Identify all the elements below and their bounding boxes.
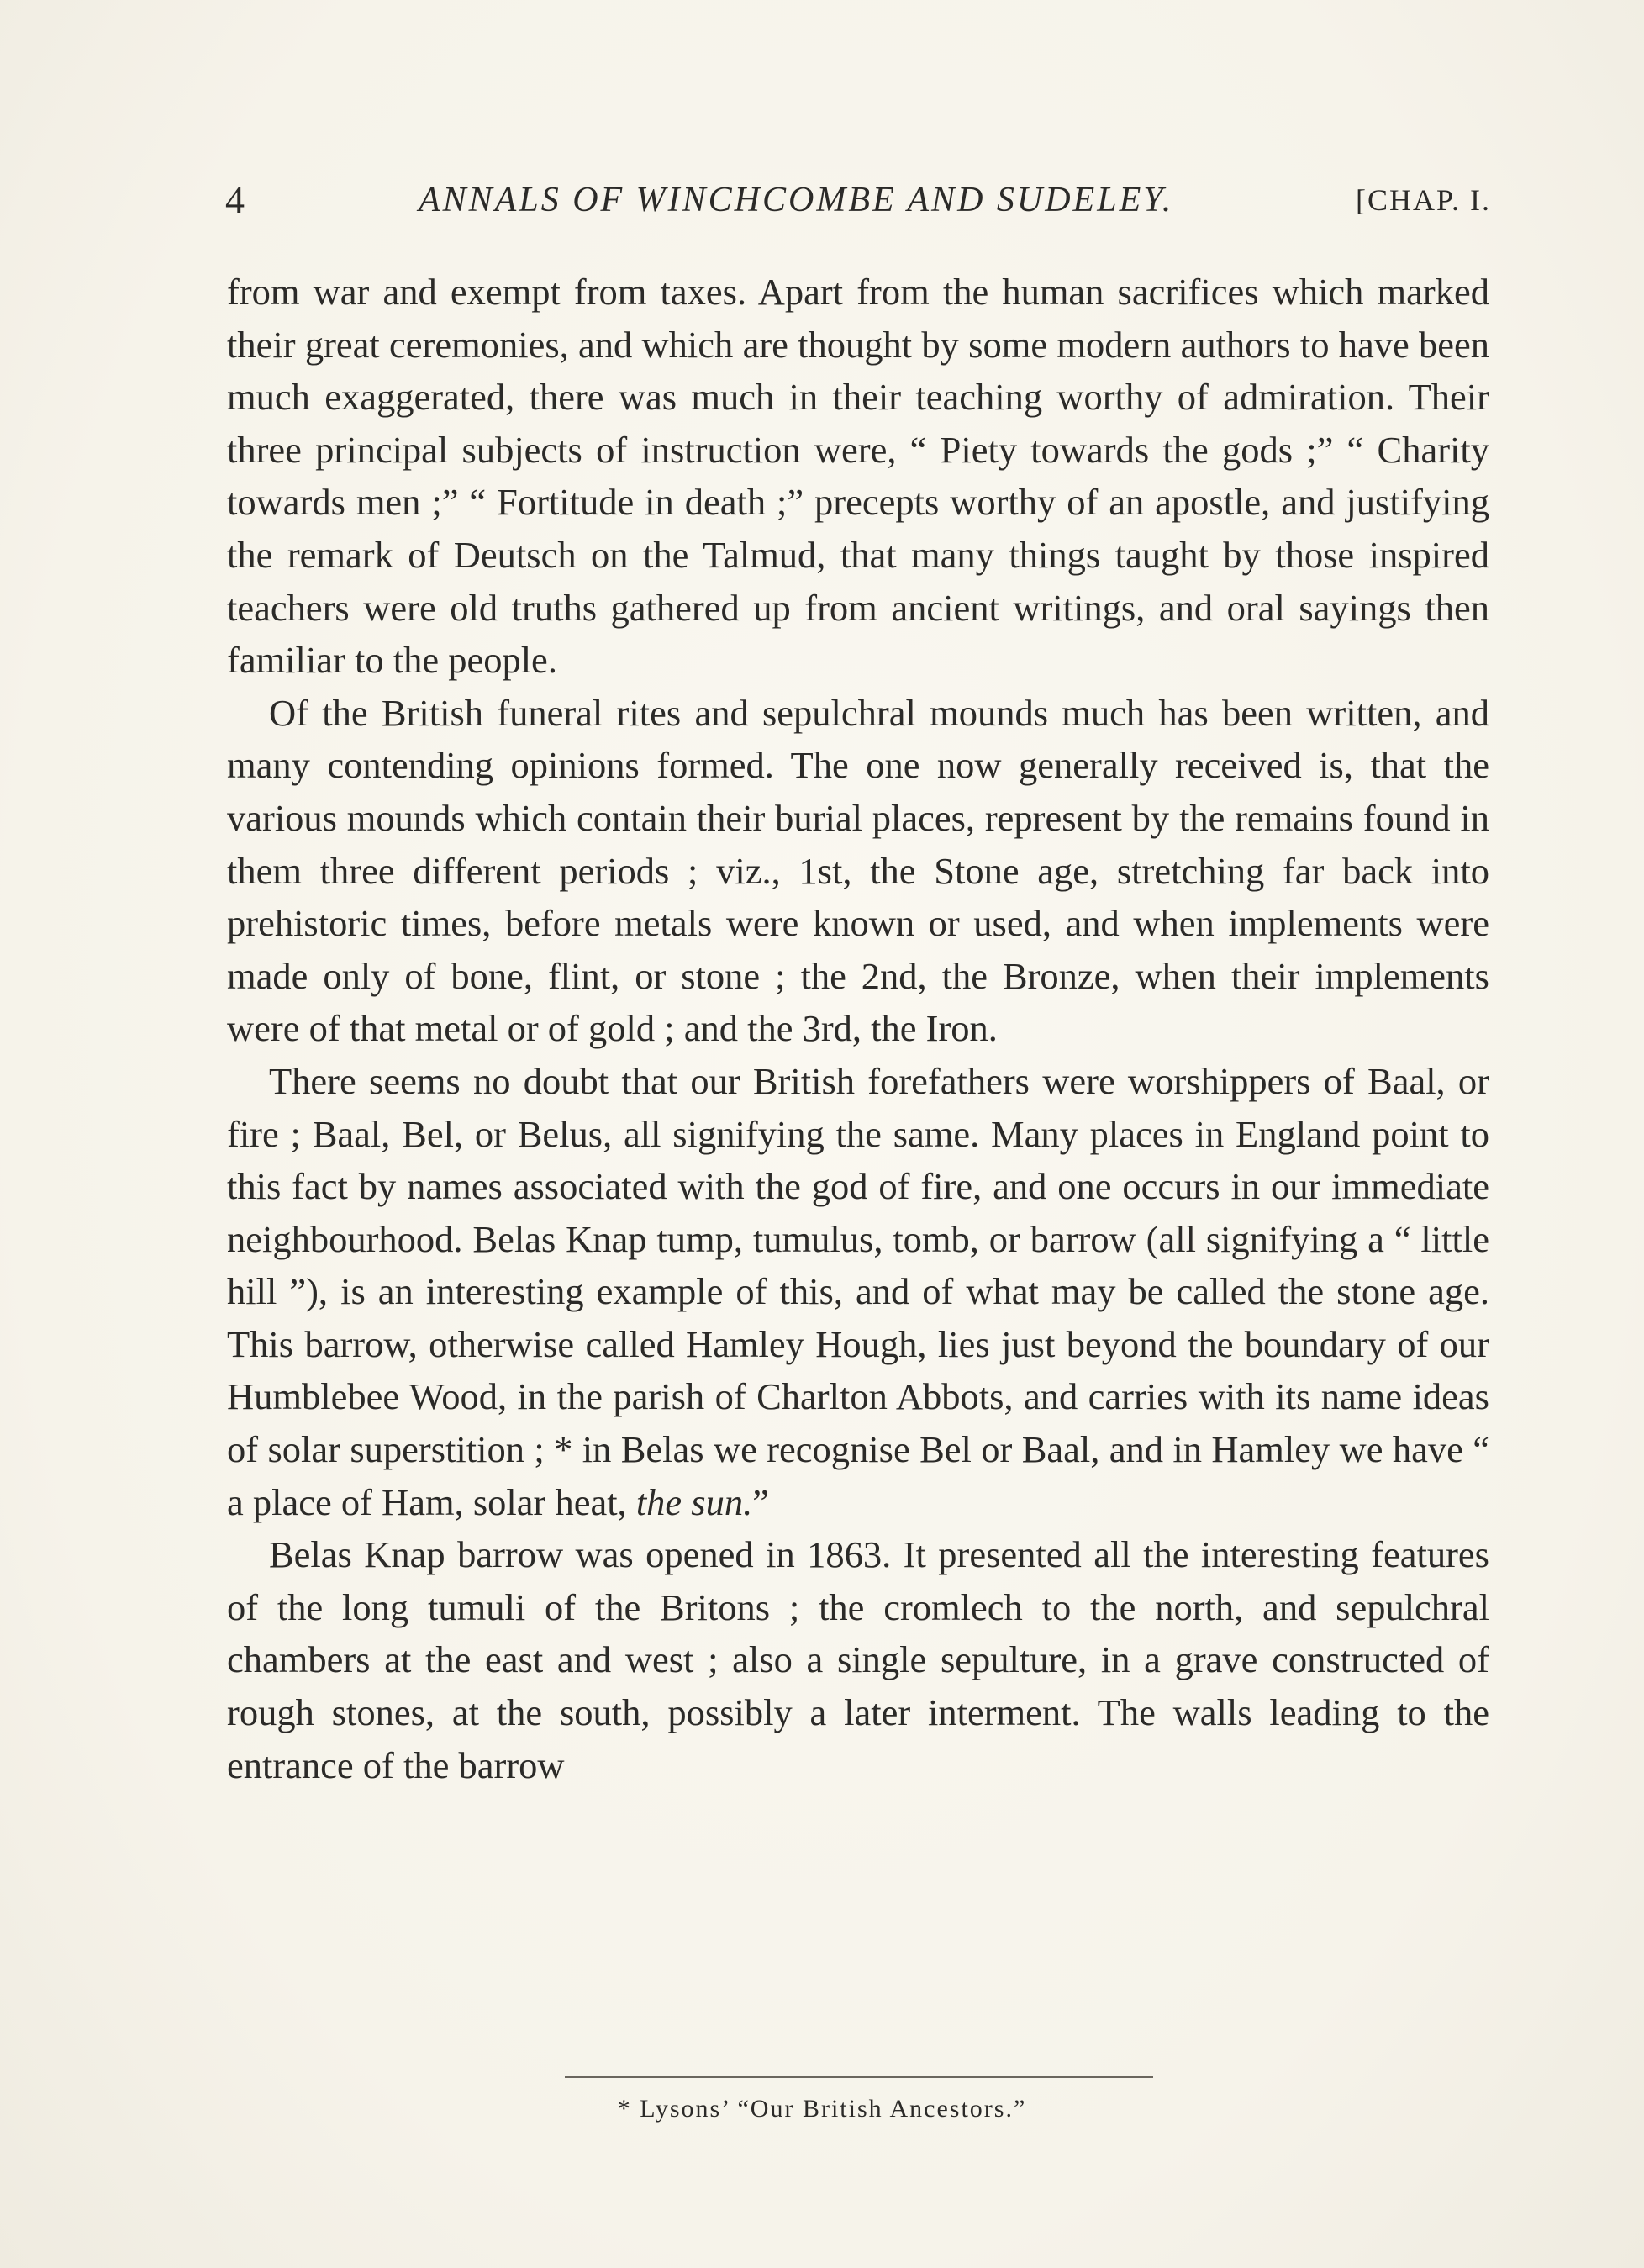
paragraph-1: from war and exempt from taxes. Apart from the human sacrifices which marked their great ceremonies, and which are thought by some modern authors to have been much exaggerated, there was much in their teaching worthy of admiration. Their three principal subjects of instruction were, “ Piety towards the gods ;” “ Charity towards men ;” “ Fortitude in death ;” precepts worthy of an apostle, and justifying the remark of Deutsch on the Talmud, that many things taught by those inspired teachers were old truths gathered up from ancient writings, and oral sayings then familiar to the people. [227,271,1489,682]
footnote-divider [565,2076,1153,2078]
page-number: 4 [225,178,245,221]
paragraph-3-closing-quote: ” [752,1480,770,1523]
chapter-label: [CHAP. I. [1355,183,1491,217]
paragraph-4: Belas Knap barrow was opened in 1863. It presented all the interesting features of the long tumuli of the Britons ; the cromlech to the north, and sepulchral chambers at the east and west ; also a single sepulture, in a grave constructed of rough stones, at the south, possibly a later interment. The walls leading to the entrance of the barrow [227,1533,1489,1786]
paragraph-2: Of the British funeral rites and sepulchral mounds much has been written, and many contending opinions formed. The one now generally received is, that the various mounds which contain their burial places, represent by the remains found in them three different periods ; viz., 1st, the Stone age, stretching far back into prehistoric times, before metals were known or used, and when implements were made only of bone, flint, or stone ; the 2nd, the Bronze, when their implements were of that metal or of gold ; and the 3rd, the Iron. [227,691,1489,1050]
paragraph-3-italic: the sun. [635,1480,753,1523]
paragraph-3-text: There seems no doubt that our British forefathers were worshippers of Baal, or fire ; Baal, Bel, or Belus, all signifying the same. Many places in England point to this fact by names associated with the god of fire, and one occurs in our immediate neighbourhood. Belas Knap tump, tumulus, tomb, or barrow (all signifying a “ little hill ”), is an interesting example of this, and of what may be called the stone age. This barrow, otherwise called Hamley Hough, lies just beyond the boundary of our Humblebee Wood, in the parish of Charlton Abbots, and carries with its name ideas of solar superstition ; * in Belas we recognise Bel or Baal, and in Hamley we have “ a place of Ham, solar heat, [227,1059,1489,1523]
footnote: * Lysons’ “Our British Ancestors.” [617,2095,1027,2123]
page-header [225,175,1491,225]
body-text [227,266,1489,1791]
running-title: ANNALS OF WINCHCOMBE AND SUDELEY. [419,181,1174,219]
paragraph-3 [227,1055,1489,1528]
